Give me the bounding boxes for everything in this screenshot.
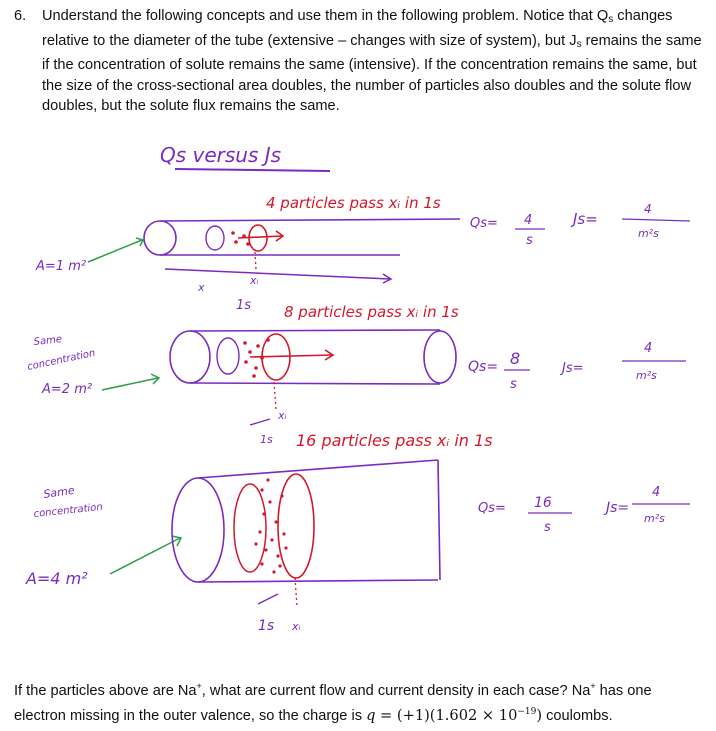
row2-tube: [170, 330, 456, 384]
row1-js-label: Js=: [573, 210, 598, 228]
question-number: 6.: [14, 8, 27, 24]
row3-tube: [172, 460, 440, 582]
row2-area-pointer: [102, 378, 158, 390]
footer-sup-plus-1: +: [196, 681, 202, 691]
row2-js-den: m²s: [636, 369, 657, 382]
row2-caption: 8 particles pass xᵢ in 1s: [284, 303, 459, 321]
row1-time-label: 1s: [236, 298, 252, 313]
row1-qs-label: Qs=: [470, 216, 498, 231]
question-intro: Understand the following concepts and use them in the following problem. Notice that Q: [42, 8, 609, 24]
row1-qs-den: s: [526, 233, 533, 248]
row1-tube: [144, 219, 460, 255]
footer-line1a: If the particles above are Na: [14, 682, 197, 699]
row3-time-label: 1s: [258, 618, 275, 634]
charge-equation: = (+1)(1.602 × 10: [375, 706, 518, 724]
row3-caption: 16 particles pass xᵢ in 1s: [296, 431, 493, 450]
row3-cross-section: [278, 474, 314, 578]
row2-qs-label: Qs=: [468, 359, 499, 375]
charge-symbol: q: [366, 706, 376, 724]
footer-sup-plus-2: +: [590, 681, 596, 691]
row3-note-concentration: concentration: [33, 501, 104, 520]
row3-note-same: Same: [42, 483, 76, 501]
row3-position-marker: [295, 578, 297, 606]
row2-time-label: 1s: [260, 433, 273, 446]
row2-js-num: 4: [644, 341, 653, 356]
row3-particles: [234, 478, 288, 573]
footer-question: [14, 676, 704, 727]
row1-js-bar: [622, 219, 690, 221]
row2-area-label: A=2 m²: [42, 382, 93, 397]
charge-exponent: −19: [517, 706, 537, 717]
row2-position-marker: [274, 382, 276, 410]
row1-xi-label: xᵢ: [250, 274, 259, 287]
row1-x-mark: x: [198, 281, 205, 294]
row1-area-label: A=1 m²: [36, 259, 87, 274]
row2-js-label: Js=: [562, 361, 584, 376]
sketch-title: Qs versus Js: [160, 143, 282, 167]
charge-unit: coulombs.: [542, 707, 613, 724]
row1-area-pointer: [88, 240, 142, 262]
row3-area-pointer: [110, 538, 180, 574]
row1-js-num: 4: [644, 202, 652, 216]
row3-js-label: Js=: [606, 500, 630, 516]
row1-axis: [165, 269, 390, 279]
row2-note-same: Same: [33, 334, 63, 348]
row3-qs-num: 16: [534, 495, 552, 511]
row2-xi-label: xᵢ: [278, 409, 287, 422]
row3-js-num: 4: [652, 485, 661, 500]
row2-qs-den: s: [510, 377, 517, 392]
row3-area-label: A=4 m²: [26, 569, 88, 588]
row3-qs-den: s: [544, 520, 551, 535]
row3-xi-label: xᵢ: [292, 620, 301, 633]
subscript-s-1: s: [608, 14, 614, 25]
row3-js-den: m²s: [644, 512, 665, 525]
row1-js-den: m²s: [638, 227, 659, 240]
charge-equation-end: ): [536, 706, 543, 724]
title-underline: [175, 169, 330, 171]
question-mid: changes relative to the diameter of the tube (extensive – changes with size of system), but J: [42, 8, 673, 49]
row2-qs-num: 8: [510, 349, 521, 368]
row1-qs-num: 4: [524, 213, 533, 228]
question-rest: remains the same if the concentration of solute remains the same (intensive). If the concentration remains the same, but the size of the cross-sectional area doubles, the number of particles also doubles and the solute flow doubles, but the solute flux remains the same.: [42, 32, 702, 114]
row3-xi-pointer: [258, 594, 278, 604]
subscript-s-2: s: [576, 38, 582, 50]
row2-note-concentration: concentration: [26, 347, 97, 373]
row1-caption: 4 particles pass xᵢ in 1s: [266, 194, 441, 212]
footer-line1c: has one electron missing in the outer valence, so the charge is: [14, 682, 652, 724]
row2-xi-pointer: [250, 419, 270, 425]
row3-qs-label: Qs=: [478, 501, 506, 516]
footer-line1b: , what are current flow and current density in each case? Na: [201, 682, 591, 699]
